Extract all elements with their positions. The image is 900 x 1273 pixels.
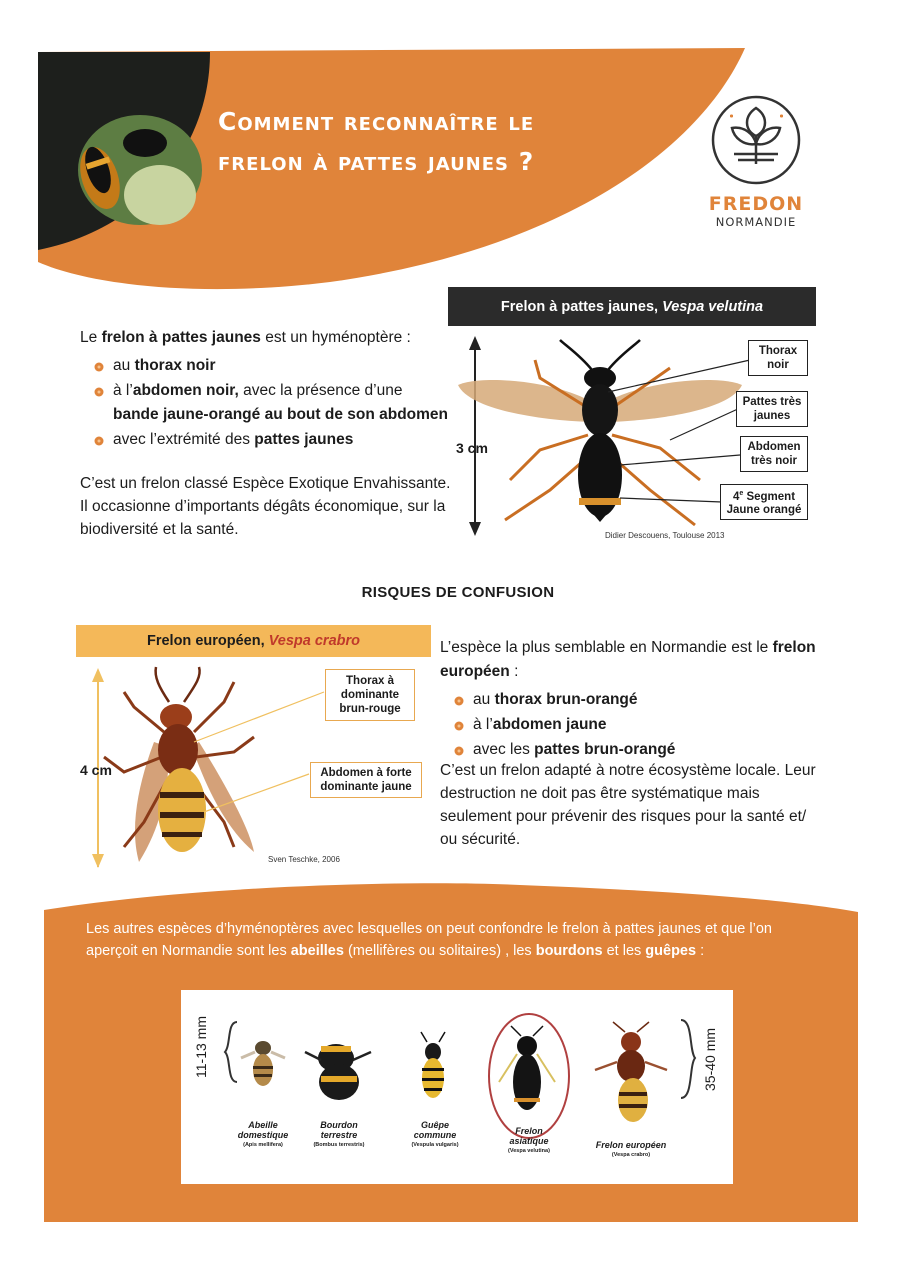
flower-bullet-icon: [454, 696, 464, 706]
velutina-size: 3 cm: [456, 440, 488, 456]
classification-text: C’est un frelon classé Espèce Exotique Envahissante. Il occasionne d’importants dégâts économique, sur la biodiversité et la santé.: [80, 475, 451, 538]
label-crabro-abdomen: Abdomen à forte dominante jaune: [310, 762, 422, 798]
species-comparison-panel: [181, 990, 733, 1184]
label-legs: Pattes très jaunes: [736, 391, 808, 427]
velutina-title-bar: Frelon à pattes jaunes, Vespa velutina: [448, 287, 816, 326]
insect-label: Bourdon terrestre (Bombus terrestris): [313, 1120, 365, 1148]
label-segment: 4e Segment Jaune orangé: [720, 484, 808, 520]
velutina-credit: Didier Descouens, Toulouse 2013: [605, 531, 725, 540]
crabro-size: 4 cm: [80, 762, 112, 778]
flower-bullet-icon: [94, 362, 104, 372]
crabro-credit: Sven Teschke, 2006: [268, 855, 340, 864]
list-item: à l’abdomen jaune: [440, 713, 820, 737]
label-crabro-thorax: Thorax à dominante brun-rouge: [325, 669, 415, 721]
label-abdomen: Abdomen très noir: [740, 436, 808, 472]
insect-label: Frelon asiatique (Vespa velutina): [508, 1126, 550, 1154]
crabro-closing: C’est un frelon adapté à notre écosystème locale. Leur destruction ne doit pas être systématique mais seulement pour prévenir des risques pour la santé et/ ou sécurité.: [440, 762, 816, 848]
leaf-logo-icon: [710, 94, 802, 186]
list-item: avec les pattes brun-orangé: [440, 738, 820, 762]
velutina-description: [80, 326, 450, 453]
flower-bullet-icon: [94, 387, 104, 397]
fredon-logo: FREDON NORMANDIE: [706, 94, 806, 229]
list-item: à l’abdomen noir, avec la présence d’une bande jaune-orangé au bout de son abdomen: [80, 379, 450, 427]
intro-lead: Le frelon à pattes jaunes est un hyménoptère :: [80, 329, 411, 346]
flower-bullet-icon: [94, 436, 104, 446]
insect-label: Abeille domestique (Apis mellifera): [237, 1120, 289, 1148]
list-item: au thorax noir: [80, 354, 450, 378]
crabro-lead: L’espèce la plus semblable en Normandie est le frelon européen :: [440, 639, 816, 680]
insect-label: Guêpe commune (Vespula vulgaris): [411, 1120, 459, 1148]
label-thorax: Thorax noir: [748, 340, 808, 376]
confusion-section-title: RISQUES DE CONFUSION: [361, 584, 555, 601]
insect-label: Frelon européen (Vespa crabro): [595, 1140, 667, 1158]
flower-bullet-icon: [454, 746, 464, 756]
page-title: Comment reconnaître le frelon à pattes jaunes ?: [218, 107, 535, 176]
list-item: au thorax brun-orangé: [440, 688, 820, 712]
crabro-title-bar: Frelon européen, Vespa crabro: [76, 625, 431, 657]
range-small: 11-13 mm: [193, 1016, 209, 1078]
flower-bullet-icon: [454, 721, 464, 731]
range-large: 35-40 mm: [702, 1027, 718, 1091]
list-item: avec l’extrémité des pattes jaunes: [80, 428, 450, 452]
crabro-description: [440, 636, 820, 763]
other-species-text: Les autres espèces d’hyménoptères avec lesquelles on peut confondre le frelon à pattes jaunes et que l’on aperçoit en Normandie sont les abeilles (mellifères ou solitaires) , les bourdons et les guêpes :: [86, 921, 772, 959]
